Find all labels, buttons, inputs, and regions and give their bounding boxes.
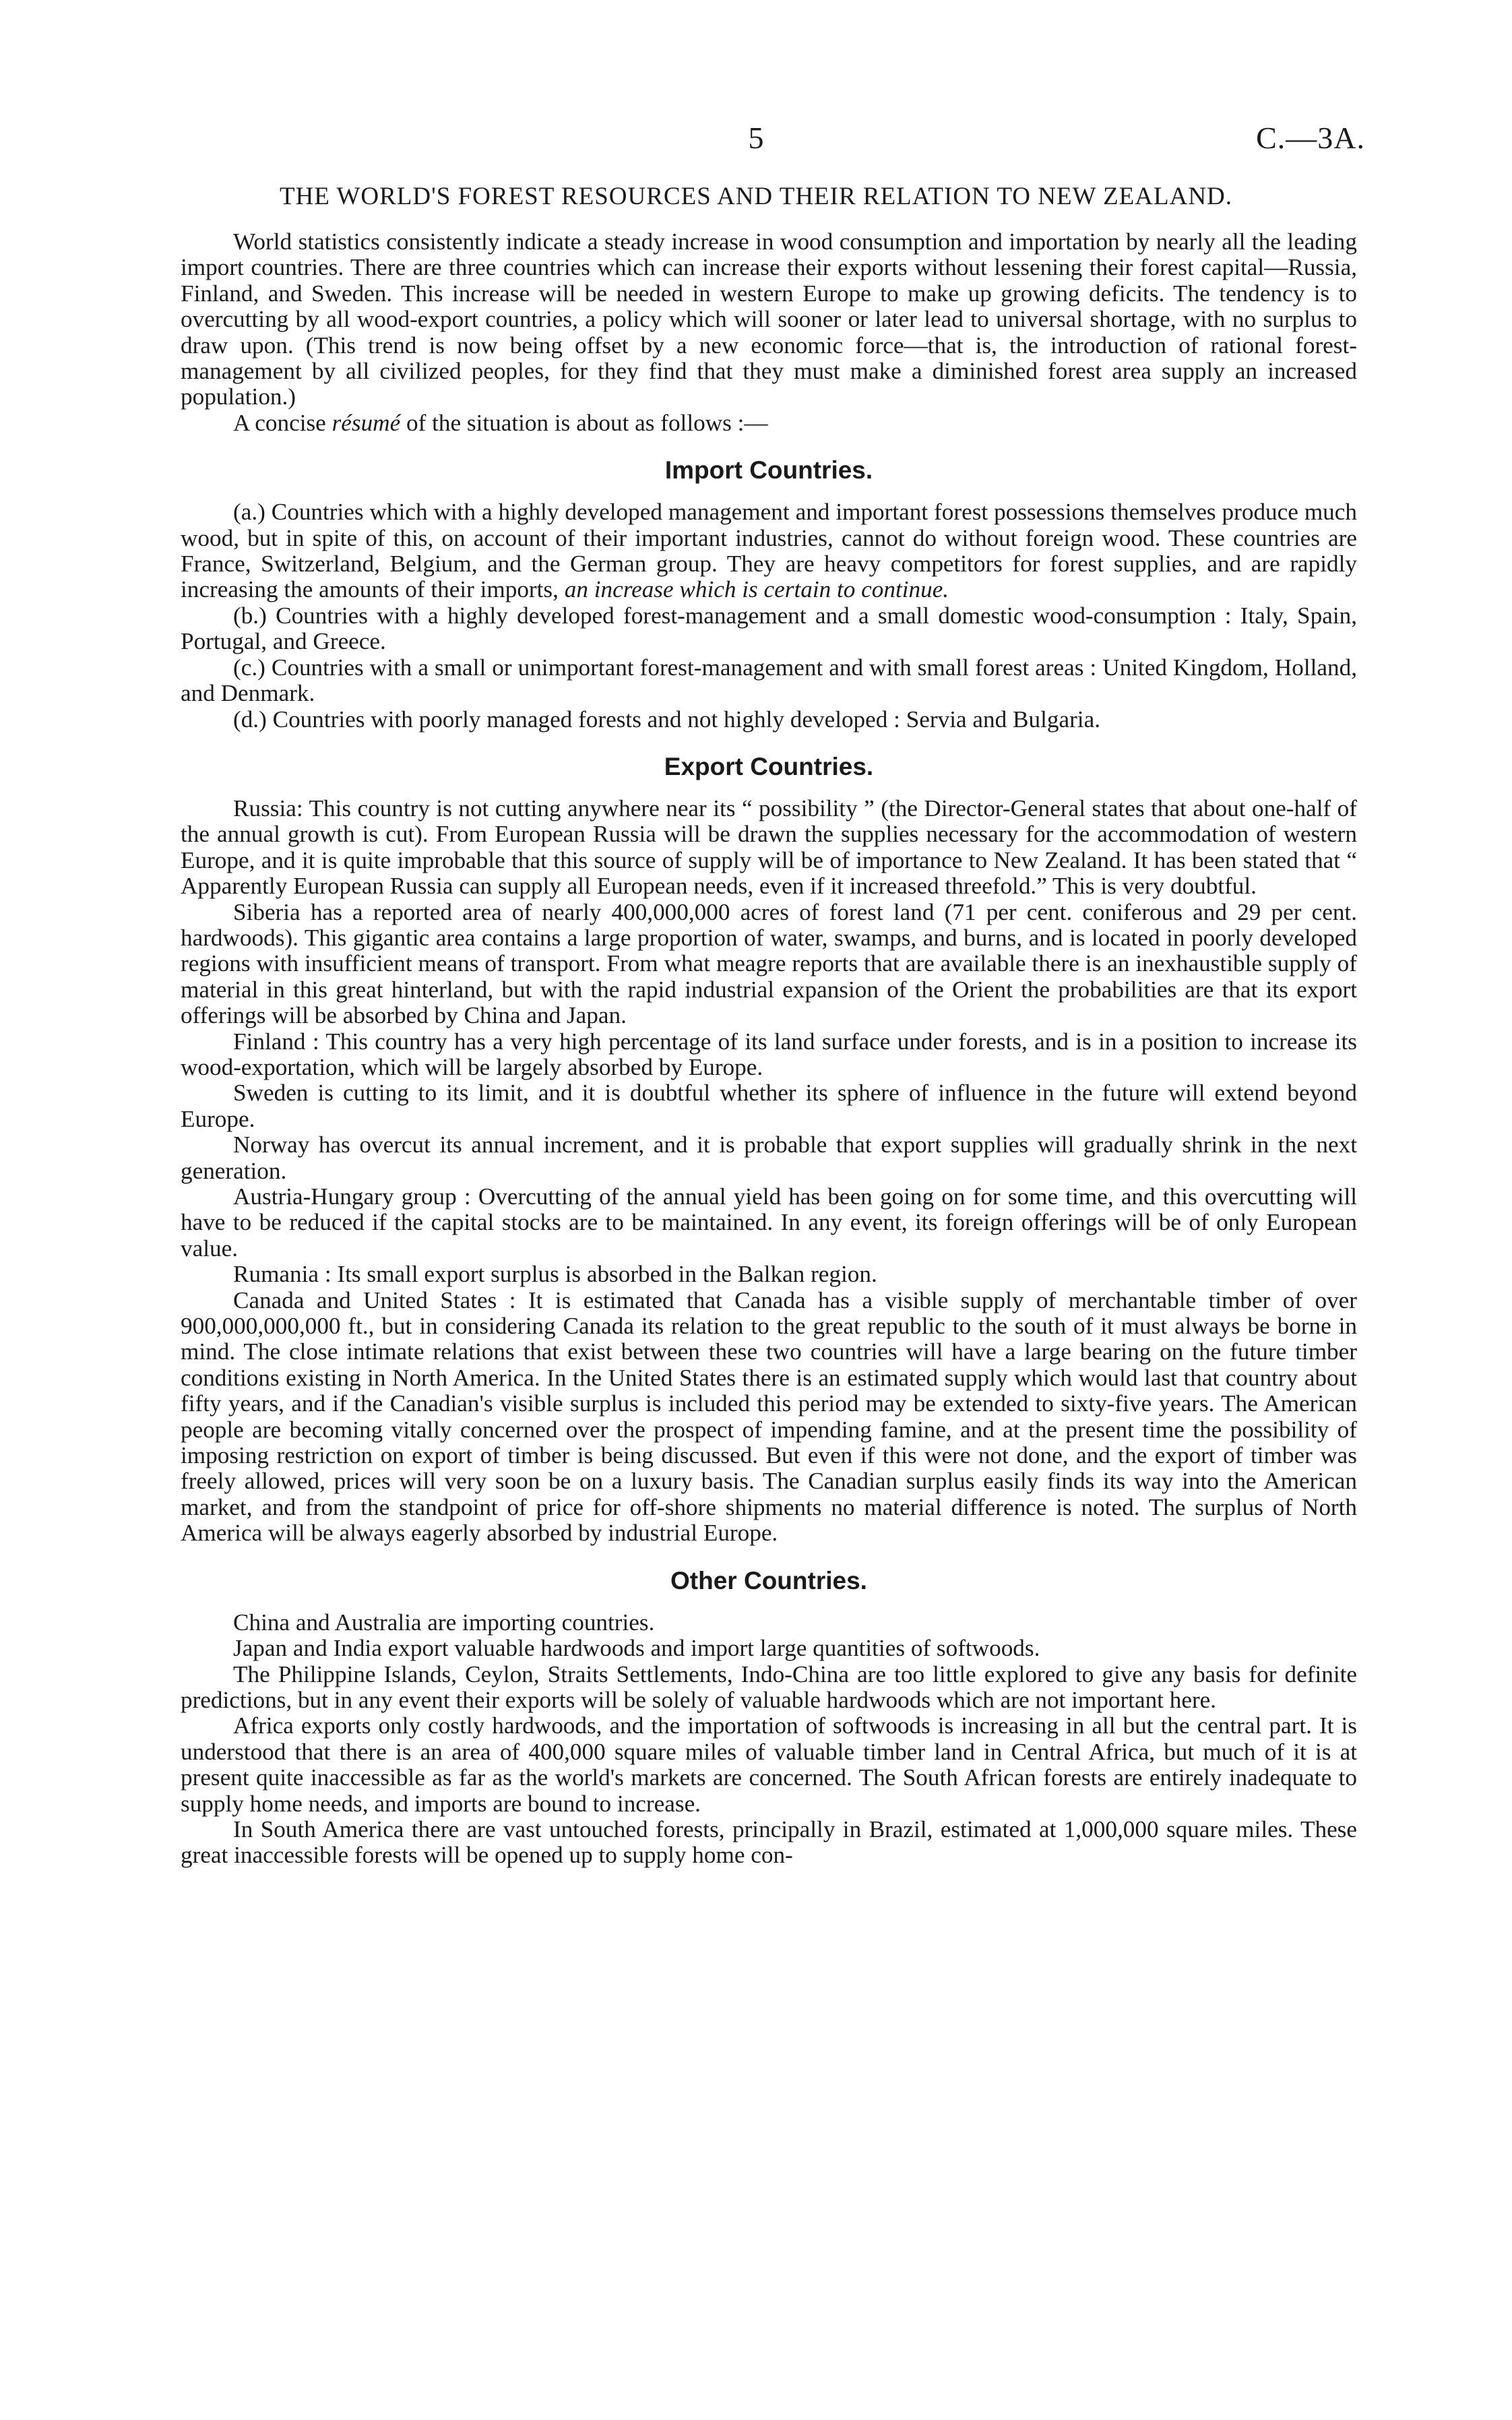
import-item-b: (b.) Countries with a highly developed forest-management and a small domestic wood-consumption : Italy, Spain, Portugal, and Greece. <box>181 602 1357 655</box>
other-philippines-paragraph: The Philippine Islands, Ceylon, Straits Settlements, Indo-China are too little explored to give any basis for definite predictions, but in any event their exports will be solely of valuable hardwoods which are not important here. <box>181 1661 1357 1713</box>
import-countries-heading: Import Countries. <box>664 456 873 485</box>
export-canada-us-paragraph: Canada and United States : It is estimated that Canada has a visible supply of merchantable timber of over 900,000,000,000 ft., but in considering Canada its relation to the great republic to the south of it must always be borne in mind. The close intimate relations that exist between these two countries will have a large bearing on the future timber conditions existing in North America. In the United States there is an estimated supply which would last that country about fifty years, and if the Canadian's visible surplus is included this period may be extended to sixty-five years. The American people are becoming vitally concerned over the prospect of impending famine, and at the present time the possibility of imposing restriction on export of timber is being discussed. But even if this were not done, and the export of timber was freely allowed, prices will very soon be on a luxury basis. The Canadian surplus easily finds its way into the American market, and from the standpoint of price for off-shore shipments no material difference is noted. The surplus of North America will be always eagerly absorbed by industrial Europe. <box>181 1286 1357 1547</box>
import-item-a-text: (a.) Countries which with a highly developed management and important forest possessions themselves produce much wood, but in spite of this, on account of their important industries, cannot do without foreign wood. These countries are France, Switzerland, Belgium, and the German group. They are heavy competitors for forest supplies, and are rapidly increasing the amounts of their imports, <box>181 499 1357 603</box>
export-russia-paragraph: Russia: This country is not cutting anywhere near its “ possibility ” (the Director-General states that about one-half of the annual growth is cut). From European Russia will be drawn the supplies necessary for the accommodation of western Europe, and it is quite improbable that this source of supply will be of importance to New Zealand. It has been stated that “ Apparently European Russia can supply all European needs, even if it increased threefold.” This is very doubtful. <box>181 795 1357 900</box>
import-item-d: (d.) Countries with poorly managed forests and not highly developed : Servia and Bulgaria. <box>233 706 1100 733</box>
export-siberia-paragraph: Siberia has a reported area of nearly 400,000,000 acres of forest land (71 per cent. coniferous and 29 per cent. hardwoods). This gigantic area contains a large proportion of water, swamps, and burns, and is located in poorly developed regions with insufficient means of transport. From what meagre reports that are available there is an inexhaustible supply of material in this great hinterland, but with the rapid industrial expansion of the Orient the probabilities are that its export offerings will be absorbed by China and Japan. <box>181 898 1357 1029</box>
resume-suffix: of the situation is about as follows :— <box>400 409 768 436</box>
other-south-america-paragraph: In South America there are vast untouched forests, principally in Brazil, estimated at 1,000,000 square miles. These great inaccessible forests will be opened up to supply home con- <box>181 1816 1357 1869</box>
export-austria-hungary-paragraph: Austria-Hungary group : Overcutting of the annual yield has been going on for some time, and this overcutting will have to be reduced if the capital stocks are to be maintained. In any event, its foreign offerings will be of only European value. <box>181 1183 1357 1262</box>
export-sweden-paragraph: Sweden is cutting to its limit, and it is doubtful whether its sphere of influence in the future will extend beyond Europe. <box>181 1080 1357 1132</box>
resume-word: résumé <box>332 409 401 436</box>
export-finland-paragraph: Finland : This country has a very high percentage of its land surface under forests, and is in a position to increase its wood-exportation, which will be largely absorbed by Europe. <box>181 1028 1357 1080</box>
other-countries-heading: Other Countries. <box>670 1566 867 1594</box>
article-body <box>181 229 1357 1869</box>
import-item-c: (c.) Countries with a small or unimportant forest-management and with small forest areas : United Kingdom, Holland, and Denmark. <box>181 654 1357 707</box>
other-japan-india-paragraph: Japan and India export valuable hardwoods and import large quantities of softwoods. <box>233 1635 1040 1662</box>
import-item-a-italic: an increase which is certain to continue. <box>564 576 949 603</box>
intro-resume-paragraph <box>181 410 1357 436</box>
page-title: THE WORLD'S FOREST RESOURCES AND THEIR RELATION TO NEW ZEALAND. <box>279 183 1233 210</box>
export-norway-paragraph: Norway has overcut its annual increment, and it is probable that export supplies will gradually shrink in the next generation. <box>181 1131 1357 1184</box>
import-item-a <box>181 499 1357 603</box>
intro-paragraph: World statistics consistently indicate a steady increase in wood consumption and importation by nearly all the leading import countries. There are three countries which can increase their exports without lessening their forest capital—Russia, Finland, and Sweden. This increase will be needed in western Europe to make up growing deficits. The tendency is to overcutting by all wood-export countries, a policy which will sooner or later lead to universal shortage, with no surplus to draw upon. (This trend is now being offset by a new economic force—that is, the introduction of rational forest-management by all civilized peoples, for they find that they must make a diminished forest area supply an increased population.) <box>181 228 1357 410</box>
other-africa-paragraph: Africa exports only costly hardwoods, and the importation of softwoods is increasing in all but the central part. It is understood that there is an area of 400,000 square miles of valuable timber land in Central Africa, but much of it is at present quite inaccessible as far as the world's markets are concerned. The South African forests are entirely inadequate to supply home needs, and imports are bound to increase. <box>181 1712 1357 1817</box>
other-china-australia-paragraph: China and Australia are importing countries. <box>233 1609 655 1636</box>
resume-prefix: A concise <box>233 409 332 436</box>
page-number: 5 <box>748 121 764 155</box>
export-countries-heading: Export Countries. <box>664 752 874 780</box>
document-reference: C.—3A. <box>1256 121 1365 155</box>
export-rumania-paragraph: Rumania : Its small export surplus is absorbed in the Balkan region. <box>233 1261 877 1288</box>
